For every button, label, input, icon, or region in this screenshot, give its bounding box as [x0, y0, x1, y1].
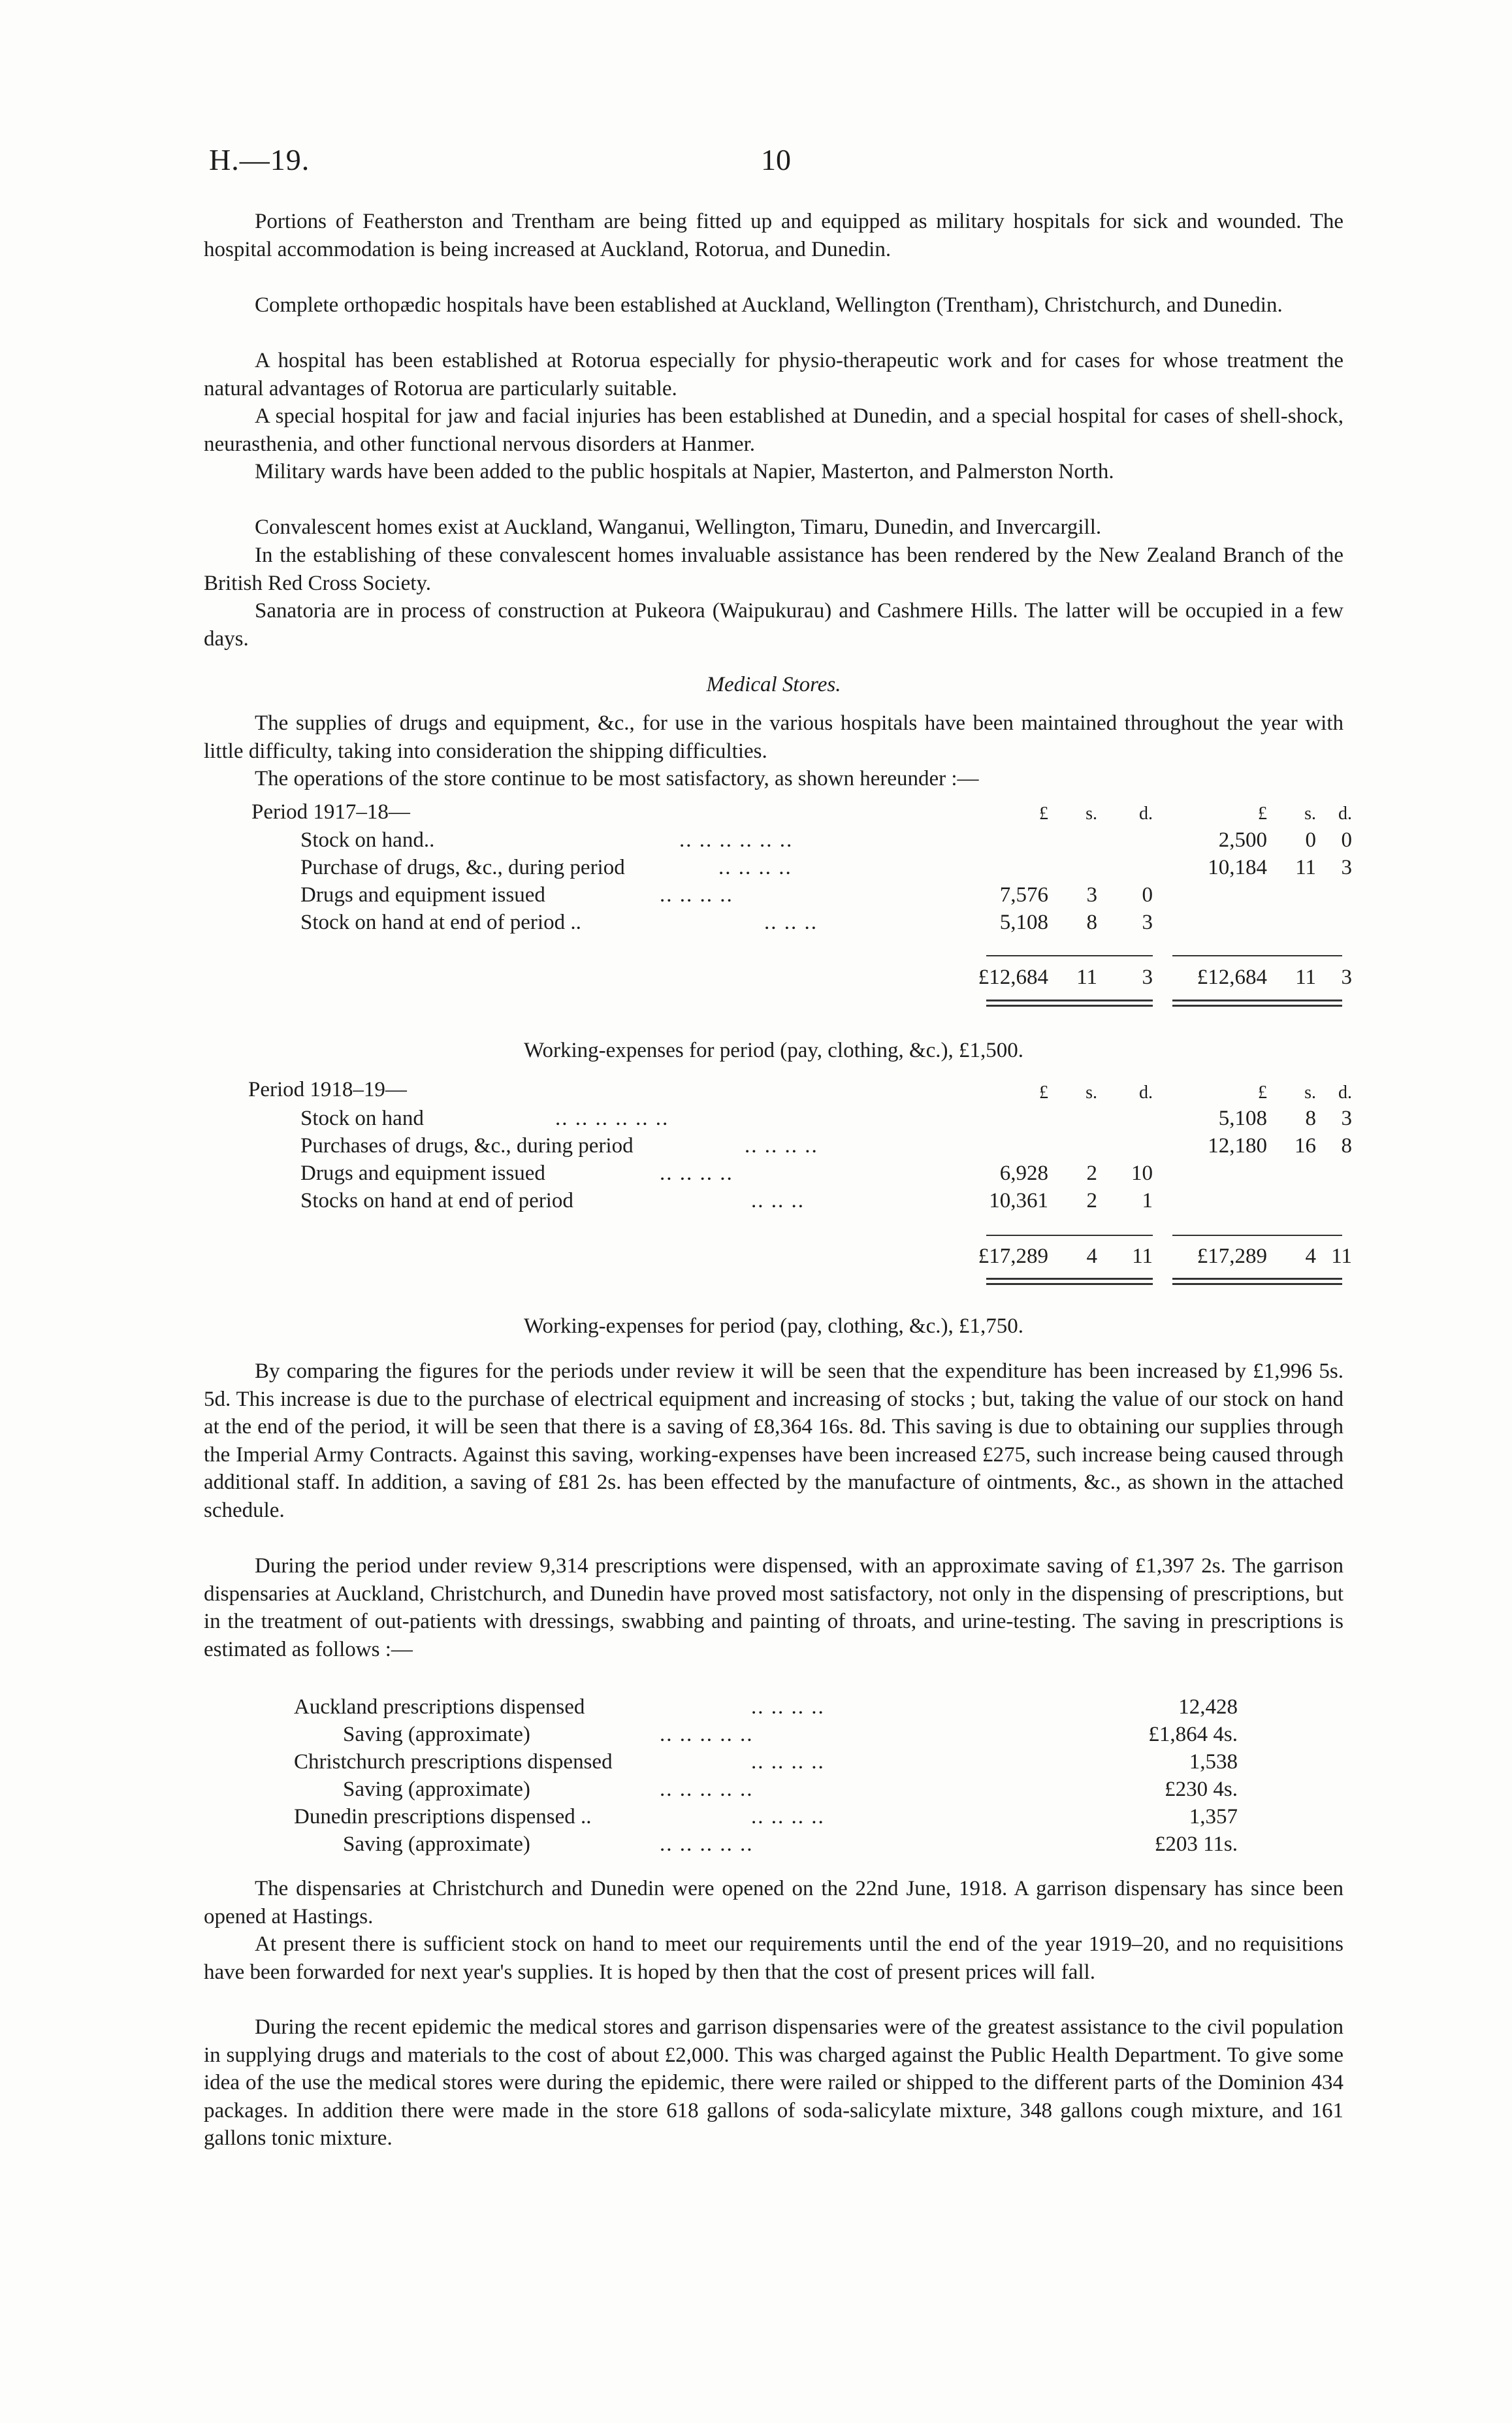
paragraph-red-cross: In the establishing of these convalescent homes invaluable assistance has been rendered by the New Zealand Branch of the British Red Cross Society. [204, 544, 1343, 595]
currency-header-row [0, 1082, 1512, 1110]
schedule-label: Saving (approximate) [343, 1723, 530, 1746]
ledger-pence: 8 [1341, 1134, 1352, 1158]
schedule-label: Saving (approximate) [343, 1832, 530, 1856]
ledger-pounds: 6,928 [999, 1162, 1048, 1185]
shillings-header: s. [1304, 804, 1316, 824]
paragraph-operations: The operations of the store continue to be most satisfactory, as shown hereunder :— [255, 767, 979, 790]
period-1917-title: Period 1917–18— [251, 800, 410, 824]
ledger-row [0, 1189, 1512, 1216]
ledger-shillings: 16 [1295, 1134, 1316, 1158]
ledger-row [0, 856, 1512, 883]
ledger-row-label: Purchase of drugs, &c., during period [300, 856, 625, 879]
pence-header: d. [1139, 1082, 1153, 1103]
ledger-pounds: 5,108 [999, 911, 1048, 934]
schedule-row [0, 1778, 1512, 1805]
paragraph-convalescent: Convalescent homes exist at Auckland, Wanganui, Wellington, Timaru, Dunedin, and Invercargill. [255, 515, 1102, 539]
total-shillings: 4 [1305, 1244, 1316, 1268]
ledger-row [0, 1134, 1512, 1162]
paragraph-dispensaries-opened: The dispensaries at Christchurch and Dunedin were opened on the 22nd June, 1918. A garrison dispensary has since been opened at Hastings. [204, 1877, 1343, 1928]
pounds-header: £ [1258, 804, 1267, 824]
working-expenses-1917: Working-expenses for period (pay, clothing, &c.), £1,500. [523, 1039, 1023, 1062]
shillings-header: s. [1304, 1082, 1316, 1103]
paragraph-orthopaedic: Complete orthopædic hospitals have been established at Auckland, Wellington (Trentham), Christchurch, and Dunedin. [255, 293, 1283, 317]
ledger-shillings: 2 [1086, 1162, 1097, 1185]
schedule-value: £1,864 4s. [1148, 1723, 1238, 1746]
total-double-rule [986, 1000, 1153, 1001]
ledger-pounds: 2,500 [1218, 828, 1267, 852]
ledger-total-row [0, 1244, 1512, 1272]
pounds-header: £ [1258, 1082, 1267, 1103]
ledger-shillings: 3 [1086, 883, 1097, 907]
ledger-row [0, 1107, 1512, 1134]
working-expenses-1918: Working-expenses for period (pay, clothing, &c.), £1,750. [523, 1314, 1023, 1338]
schedule-value: 1,538 [1189, 1750, 1238, 1774]
paragraph-epidemic: During the recent epidemic the medical stores and garrison dispensaries were of the greatest assistance to the civil population in supplying drugs and materials to the cost of about £2,000. This was charged against the Public Health Department. To give some idea of the use the medical stores were during the epidemic, there were railed or shipped to the different parts of the Dominion 434 packages. In addition there were made in the store 618 gallons of soda-salicylate mixture, 348 gallons cough mixture, and 161 gallons tonic mixture. [204, 2015, 1343, 2150]
schedule-value: £203 11s. [1154, 1832, 1238, 1856]
schedule-row [0, 1695, 1512, 1723]
pounds-header: £ [1039, 804, 1048, 824]
ledger-row-label: Drugs and equipment issued [300, 883, 545, 907]
total-pounds: £12,684 [1197, 966, 1267, 989]
leader-dots: .. .. .. .. [718, 856, 792, 879]
schedule-value: 12,428 [1178, 1695, 1238, 1719]
ledger-pence: 0 [1341, 828, 1352, 852]
total-shillings: 11 [1076, 966, 1097, 989]
leader-dots: .. .. .. .. .. .. [679, 828, 794, 852]
page-number: 10 [761, 143, 791, 176]
paragraph-rotorua: A hospital has been established at Rotorua especially for physio-therapeutic work and for cases for whose treatment the natural advantages of Rotorua are particularly suitable. [204, 349, 1343, 400]
paragraph-featherston: Portions of Featherston and Trentham are being fitted up and equipped as military hospitals for sick and wounded. The hospital accommodation is being increased at Auckland, Rotorua, and Dunedin. [204, 210, 1343, 261]
pence-header: d. [1338, 1082, 1352, 1103]
leader-dots: .. .. .. .. .. .. [555, 1107, 669, 1130]
total-shillings: 4 [1086, 1244, 1097, 1268]
paragraph-military-wards: Military wards have been added to the public hospitals at Napier, Masterton, and Palmerston North. [255, 460, 1114, 483]
total-double-rule [1172, 1000, 1342, 1001]
schedule-value: £230 4s. [1165, 1778, 1238, 1801]
ledger-row-label: Drugs and equipment issued [300, 1162, 545, 1185]
shillings-header: s. [1086, 1082, 1097, 1103]
schedule-row [0, 1832, 1512, 1860]
leader-dots: .. .. .. .. .. [660, 1832, 754, 1856]
paragraph-prescriptions: During the period under review 9,314 prescriptions were dispensed, with an approximate saving of £1,397 2s. The garrison dispensaries at Auckland, Christchurch, and Dunedin have proved most satisfactory, not only in the dispensing of prescriptions, but in the treatment of out-patients with dressings, swabbing and painting of throats, and urine-testing. The saving in prescriptions is estimated as follows :— [204, 1554, 1343, 1661]
ledger-total-row [0, 966, 1512, 993]
total-double-rule [1172, 1283, 1342, 1285]
period-1918-title: Period 1918–19— [248, 1078, 407, 1101]
ledger-pounds: 10,184 [1208, 856, 1267, 879]
paragraph-comparison: By comparing the figures for the periods under review it will be seen that the expenditure has been increased by £1,996 5s. 5d. This increase is due to the purchase of electrical equipment and increasing of stocks ; but, taking the value of our stock on hand at the end of the period, it will be seen that there is a saving of £8,364 16s. 8d. This saving is due to obtaining our supplies through the Imperial Army Contracts. Against this saving, working-expenses have been increased £275, such increase being caused through additional staff. In addition, a saving of £81 2s. has been effected by the manufacture of ointments, &c., as shown in the attached schedule. [204, 1359, 1343, 1522]
ledger-pence: 0 [1142, 883, 1153, 907]
leader-dots: .. .. .. .. .. [660, 1778, 754, 1801]
subtotal-rule [1172, 1235, 1342, 1236]
ledger-row-label: Stock on hand [300, 1107, 424, 1130]
ledger-pence: 3 [1341, 1107, 1352, 1130]
total-shillings: 11 [1295, 966, 1316, 989]
page-header [209, 142, 1345, 182]
currency-header-row [0, 804, 1512, 831]
schedule-label: Dunedin prescriptions dispensed .. [294, 1805, 592, 1829]
ledger-pounds: 10,361 [989, 1189, 1048, 1212]
schedule-label: Saving (approximate) [343, 1778, 530, 1801]
total-double-rule [1172, 1005, 1342, 1007]
ledger-pence: 3 [1341, 856, 1352, 879]
ledger-row [0, 1162, 1512, 1189]
total-pence: 11 [1132, 1244, 1153, 1268]
schedule-row [0, 1805, 1512, 1832]
subtotal-rule [986, 1235, 1153, 1236]
ledger-row [0, 828, 1512, 856]
paragraph-jaw-hospital: A special hospital for jaw and facial injuries has been established at Dunedin, and a special hospital for cases of shell-shock, neurasthenia, and other functional nervous disorders at Hanmer. [204, 404, 1343, 456]
total-pence: 3 [1142, 966, 1153, 989]
total-pounds: £17,289 [1197, 1244, 1267, 1268]
total-pounds: £12,684 [978, 966, 1048, 989]
ledger-pence: 10 [1131, 1162, 1153, 1185]
leader-dots: .. .. .. .. [751, 1695, 825, 1719]
total-double-rule [986, 1283, 1153, 1285]
ledger-pounds: 5,108 [1218, 1107, 1267, 1130]
pence-header: d. [1338, 804, 1352, 824]
total-pounds: £17,289 [978, 1244, 1048, 1268]
total-pence: 11 [1331, 1244, 1352, 1268]
report-reference: H.—19. [209, 143, 310, 176]
pounds-header: £ [1039, 1082, 1048, 1103]
schedule-row [0, 1750, 1512, 1778]
ledger-row-label: Stock on hand at end of period .. [300, 911, 581, 934]
subtotal-rule [986, 955, 1153, 956]
ledger-pounds: 12,180 [1208, 1134, 1267, 1158]
pence-header: d. [1139, 804, 1153, 824]
section-title-medical-stores: Medical Stores. [706, 673, 841, 696]
leader-dots: .. .. .. .. [660, 883, 733, 907]
total-double-rule [986, 1278, 1153, 1280]
total-double-rule [1172, 1278, 1342, 1280]
ledger-shillings: 8 [1305, 1107, 1316, 1130]
leader-dots: .. .. .. .. [745, 1134, 818, 1158]
leader-dots: .. .. .. .. [751, 1805, 825, 1829]
ledger-row-label: Stocks on hand at end of period [300, 1189, 573, 1212]
total-double-rule [986, 1005, 1153, 1007]
shillings-header: s. [1086, 804, 1097, 824]
paragraph-sufficient-stock: At present there is sufficient stock on hand to meet our requirements until the end of the year 1919–20, and no requisitions have been forwarded for next year's supplies. It is hoped by then that the cost of present prices will fall. [204, 1932, 1343, 1984]
leader-dots: .. .. .. .. .. [660, 1723, 754, 1746]
subtotal-rule [1172, 955, 1342, 956]
ledger-row-label: Stock on hand.. [300, 828, 435, 852]
ledger-shillings: 8 [1086, 911, 1097, 934]
ledger-row-label: Purchases of drugs, &c., during period [300, 1134, 634, 1158]
ledger-shillings: 11 [1295, 856, 1316, 879]
paragraph-supplies: The supplies of drugs and equipment, &c., for use in the various hospitals have been maintained throughout the year with little difficulty, taking into consideration the shipping difficulties. [204, 711, 1343, 763]
ledger-pence: 3 [1142, 911, 1153, 934]
ledger-row [0, 883, 1512, 911]
schedule-label: Christchurch prescriptions dispensed [294, 1750, 613, 1774]
ledger-pounds: 7,576 [999, 883, 1048, 907]
ledger-row [0, 911, 1512, 938]
leader-dots: .. .. .. .. [660, 1162, 733, 1185]
paragraph-sanatoria: Sanatoria are in process of construction at Pukeora (Waipukurau) and Cashmere Hills. The latter will be occupied in a few days. [204, 599, 1343, 651]
schedule-value: 1,357 [1189, 1805, 1238, 1829]
ledger-shillings: 0 [1305, 828, 1316, 852]
ledger-pence: 1 [1142, 1189, 1153, 1212]
leader-dots: .. .. .. [751, 1189, 805, 1212]
ledger-shillings: 2 [1086, 1189, 1097, 1212]
leader-dots: .. .. .. .. [751, 1750, 825, 1774]
leader-dots: .. .. .. [764, 911, 818, 934]
schedule-label: Auckland prescriptions dispensed [294, 1695, 585, 1719]
schedule-row [0, 1723, 1512, 1750]
total-pence: 3 [1341, 966, 1352, 989]
